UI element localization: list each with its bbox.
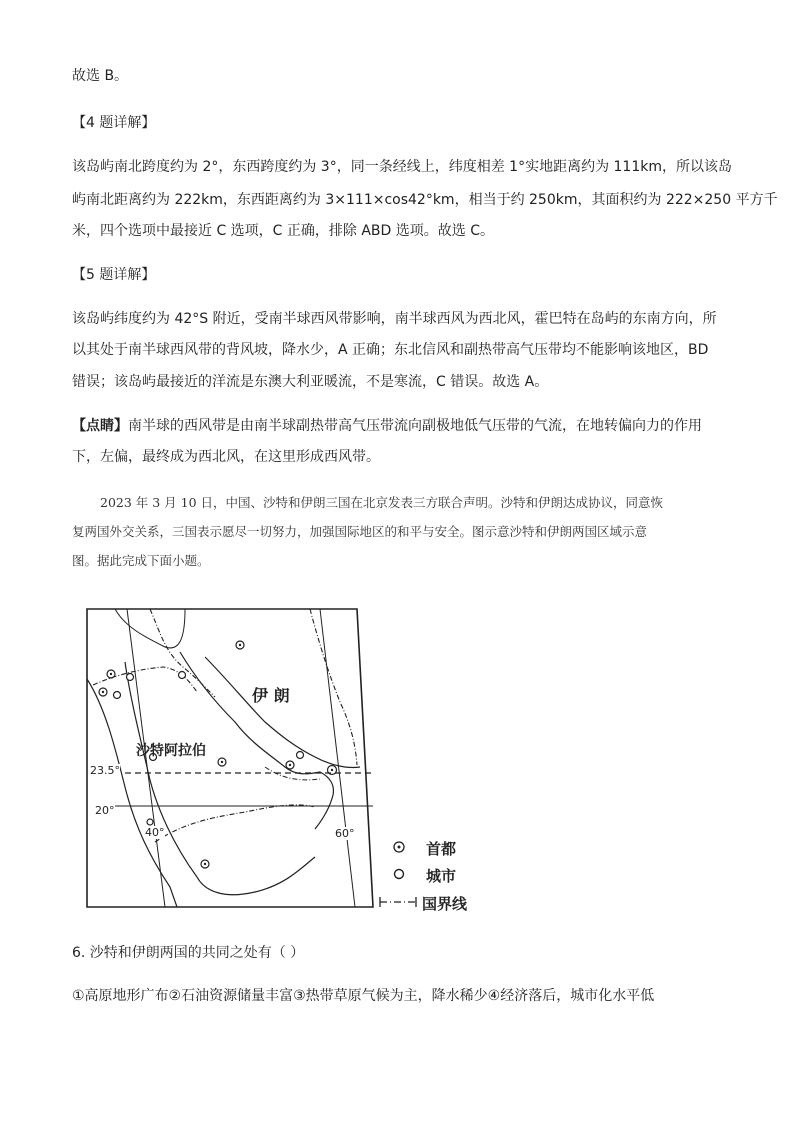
region-map [85,607,375,909]
question-6: 6. 沙特和伊朗两国的共同之处有（ ） [72,945,305,961]
capital-nw2 [99,688,107,696]
border-iran-west [150,609,215,697]
coastline-red-sea-west [87,679,177,907]
city-1 [179,672,186,679]
capital-riyadh [218,758,226,766]
legend-border-label: 国界线 [422,895,468,913]
border-symbol-icon [378,895,422,913]
explanation-5-line3: 错误；该岛屿最接近的洋流是东澳大利亚暖流，不是寒流，C 错误。故选 A。 [72,374,549,390]
capital-symbol-icon [392,840,426,858]
label-lat-20: 20° [95,804,115,817]
passage-line2: 复两国外交关系，三国表示愿尽一切努力，加强国际地区的和平与安全。图示意沙特和伊朗两国区域示意 [72,524,648,539]
meridian-60 [320,609,355,907]
border-saudi-south [155,805,315,842]
section-heading-5: 【5 题详解】 [72,267,156,283]
passage-line3: 图。据此完成下面小题。 [72,553,210,568]
label-lon-40: 40° [145,826,165,839]
section-heading-4: 【4 题详解】 [72,115,156,131]
explanation-4-line3: 米，四个选项中最接近 C 选项，C 正确，排除 ABD 选项。故选 C。 [72,223,494,239]
legend-city [392,865,456,886]
explanation-5-line2: 以其处于南半球西风带的背风坡，降水少，A 正确；东北信风和副热带高气压带均不能影响该地区，BD [72,342,709,358]
capital-nw1 [107,670,115,678]
label-iran: 伊 朗 [252,686,290,705]
city-6 [147,819,153,825]
passage-line1: 2023 年 3 月 10 日，中国、沙特和伊朗三国在北京发表三方联合声明。沙特和伊朗达成协议，同意恢 [100,495,664,510]
capital-tehran [236,641,244,649]
legend-capital [392,838,456,859]
answer-line: 故选 B。 [72,68,129,84]
label-lat-23-5: 23.5° [90,764,120,777]
border-iran-east [310,609,357,765]
key-point-label: 【点睛】 [72,418,128,434]
explanation-4-line1: 该岛屿南北跨度约为 2°，东西跨度约为 3°，同一条经线上，纬度相差 1°实地距离约为 111km，所以该岛 [72,159,732,175]
city-2 [127,674,134,681]
explanation-5-line1: 该岛屿纬度约为 42°S 附近，受南半球西风带影响，南半球西风为西北风，霍巴特在岛屿的东南方向，所 [72,311,717,327]
capital-sanaa [201,860,209,868]
key-point-line1 [72,416,702,436]
city-4 [297,752,304,759]
map-frame [87,609,373,907]
label-saudi-arabia: 沙特阿拉伯 [136,743,206,759]
legend-city-label: 城市 [426,867,457,885]
key-point-line2: 下，左偏，最终成为西北风，在这里形成西风带。 [72,449,380,465]
capital-doha [286,761,294,769]
city-symbol-icon [392,867,426,885]
coastline-north [115,609,185,648]
key-point-text: 南半球的西风带是由南半球副热带高气压带流向副极地低气压带的气流，在地转偏向力的作用 [128,418,702,434]
question-6-options: ①高原地形广布②石油资源储量丰富③热带草原气候为主，降水稀少④经济落后，城市化水平低 [72,988,655,1004]
capital-muscat [328,766,337,775]
label-lon-60: 60° [335,827,355,840]
legend-capital-label: 首都 [426,840,457,858]
explanation-4-line2: 屿南北距离约为 222km，东西距离约为 3×111×cos42°km，相当于约 250km，其面积约为 222×250 平方千 [72,192,778,208]
legend-border [378,893,467,914]
city-5 [114,692,121,699]
